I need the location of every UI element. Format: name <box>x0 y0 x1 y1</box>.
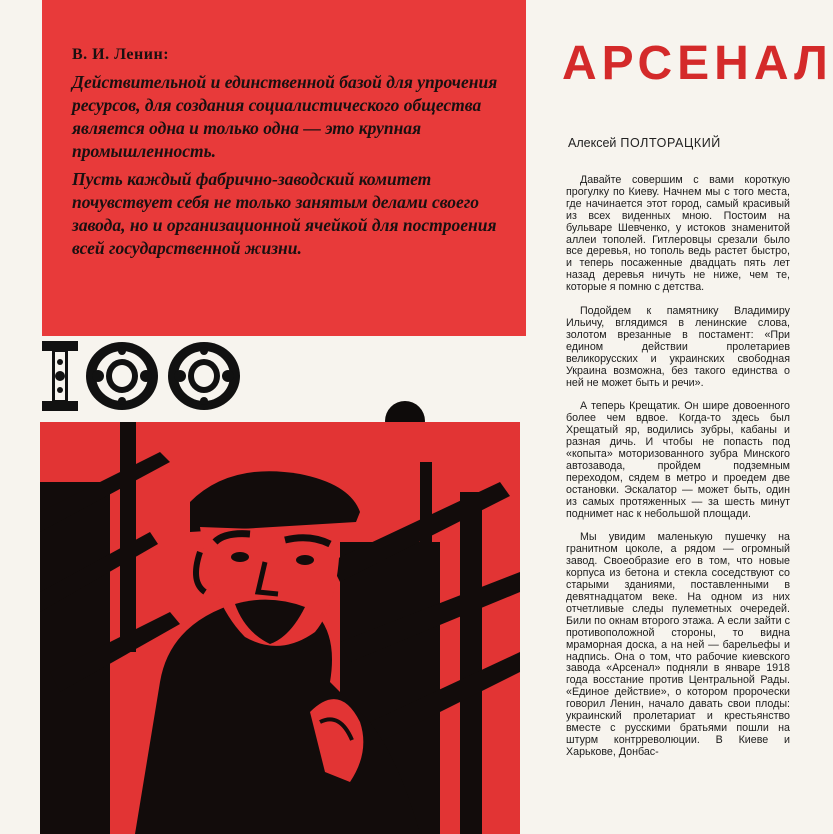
ornament-digit-1 <box>42 341 78 411</box>
author-first-name: Алексей <box>568 136 617 150</box>
author-surname: ПОЛТОРАЦКИЙ <box>620 136 721 150</box>
lenin-quote-block <box>42 0 526 336</box>
lenin-photo <box>40 422 520 834</box>
article-title: АРСЕНАЛ <box>562 37 833 90</box>
ornamental-100 <box>40 338 246 414</box>
article-paragraph: Давайте совершим с вами короткую прогулку по Киеву. Начнем мы с того места, где начинается этот город, самый красивый из всех виденных мною. Постоим на бульваре Шевченко, у истоков знаменитой аллеи тополей. Гитлеровцы срезали было все деревья, но тополь ведь растет быстро, и теперь посаженные двадцать пять лет назад деревья ничуть не ниже, чем те, которые я помню с детства. <box>566 174 790 294</box>
quote-paragraph-2: Пусть каждый фабрично-заводский комитет почувствует себя не только занятым делами своего завода, но и организационной ячейкой для построения всей государственной жизни. <box>72 169 497 258</box>
article-paragraph: Подойдем к памятнику Владимиру Ильичу, вглядимся в ленинские слова, золотом врезанные в постамент: «При едином действии пролетариев великорусских и украинских свободная Украина возможна, без такого единства о ней не может быть и речи». <box>566 305 790 389</box>
ornament-digit-0-first <box>86 342 158 410</box>
quote-paragraph-1: Действительной и единственной базой для упрочения ресурсов, для создания социалистического общества является одна и только одна — это крупная промышленность. <box>72 72 498 161</box>
article-paragraph: А теперь Крещатик. Он шире довоенного более чем вдвое. Когда-то здесь был Хрещатый яр, водились зубры, кабаны и разная дичь. И чтобы не попасть под «копыта» моторизованного зубра Минского автозавода, пройдем подземным переходом, сядем в метро и проедем две остановки. Эскалатор — может быть, один из самых протяженных — за шесть минут поднимет нас к небольшой площади. <box>566 400 790 520</box>
article-body <box>566 175 790 759</box>
quote-author: В. И. Ленин: <box>72 46 170 63</box>
article-paragraph: Мы увидим маленькую пушечку на гранитном цоколе, а рядом — огромный завод. Своеобразие его в том, что новые корпуса из бетона и стекла соседствуют со старыми зданиями, поставленными в девятнадцатом веке. На одном из них отчетливые следы пулеметных очередей. Били по окнам второго этажа. А если зайти с противоположной стороны, то видна мраморная доска, а на ней — барельефы и надпись. Она о том, что рабочие киевского завода «Арсенал» подняли в январе 1918 года восстание против Центральной Рады. «Единое действие», о котором пророчески говорил Ленин, начало давать свои плоды: украинский пролетариат и крестьянство вместе с русскими братьями пошли на штурм контрреволюции. В Киеве и Харькове, Донбас- <box>566 531 790 758</box>
ornament-digit-0-second <box>168 342 240 410</box>
byline <box>568 136 794 150</box>
